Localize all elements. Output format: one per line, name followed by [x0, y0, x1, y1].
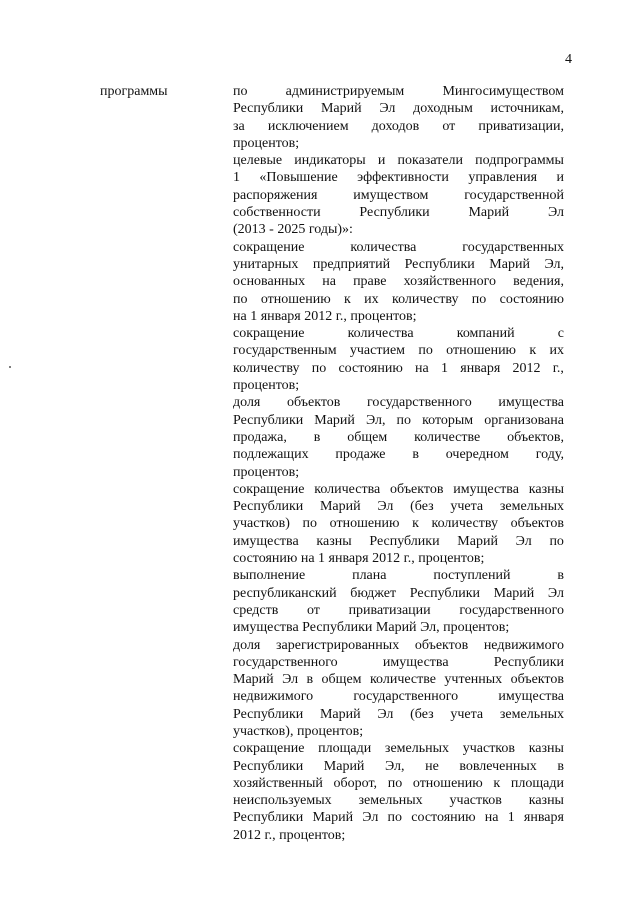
- text-line: имущества Республики Марий Эл, процентов;: [233, 620, 510, 636]
- text-line: процентов;: [233, 464, 300, 480]
- text-line: целевые индикаторы и показатели подпрограммы: [233, 153, 564, 169]
- text-line: Республики Марий Эл по состоянию на 1 января: [233, 810, 564, 826]
- page-number: 4: [565, 52, 572, 67]
- section-label: программы: [100, 84, 168, 99]
- text-line: сокращение количества государственных: [233, 239, 564, 255]
- document-body-text: [233, 83, 564, 844]
- text-line: имущества казны Республики Марий Эл по: [233, 533, 564, 549]
- text-line: 2012 г., процентов;: [233, 827, 346, 843]
- text-line: 1 «Повышение эффективности управления и: [233, 170, 564, 186]
- text-line: основанных на праве хозяйственного ведения,: [233, 274, 564, 290]
- text-line: государственного имущества Республики: [233, 654, 564, 670]
- text-line: недвижимого государственного имущества: [233, 689, 564, 705]
- text-line: государственным участием по отношению к их: [233, 343, 564, 359]
- text-line: по отношению к их количеству по состоянию: [233, 291, 564, 307]
- text-line: Республики Марий Эл, не вовлеченных в: [233, 758, 564, 774]
- text-line: Республики Марий Эл доходным источникам,: [233, 101, 564, 117]
- text-line: унитарных предприятий Республики Марий Эл,: [233, 256, 564, 272]
- text-line: Республики Марий Эл, по которым организована: [233, 412, 564, 428]
- text-line: Республики Марий Эл (без учета земельных: [233, 499, 564, 515]
- text-line: подлежащих продаже в очередном году,: [233, 447, 564, 463]
- text-line: количеству по состоянию на 1 января 2012 г.,: [233, 360, 564, 376]
- text-line: средств от приватизации государственного: [233, 602, 564, 618]
- text-line: сокращение площади земельных участков казны: [233, 741, 564, 757]
- text-line: неиспользуемых земельных участков казны: [233, 793, 564, 809]
- text-line: хозяйственный оборот, по отношению к площади: [233, 775, 564, 791]
- text-line: состоянию на 1 января 2012 г., процентов;: [233, 551, 485, 567]
- text-line: за исключением доходов от приватизации,: [233, 118, 564, 134]
- text-line: процентов;: [233, 135, 300, 151]
- text-line: доля зарегистрированных объектов недвижимого: [233, 637, 564, 653]
- text-line: участков) по отношению к количеству объектов: [233, 516, 564, 532]
- text-line: по администрируемым Мингосимуществом: [233, 84, 564, 99]
- text-line: республиканский бюджет Республики Марий Эл: [233, 585, 564, 601]
- text-line: Республики Марий Эл (без учета земельных: [233, 706, 564, 722]
- scan-speck: [9, 366, 11, 368]
- text-line: выполнение плана поступлений в: [233, 568, 564, 584]
- text-line: Марий Эл в общем количестве учтенных объектов: [233, 672, 564, 688]
- text-line: (2013 - 2025 годы)»:: [233, 222, 353, 238]
- text-line: собственности Республики Марий Эл: [233, 205, 564, 221]
- text-line: на 1 января 2012 г., процентов;: [233, 308, 417, 324]
- text-line: сокращение количества объектов имущества казны: [233, 481, 564, 497]
- text-line: доля объектов государственного имущества: [233, 395, 564, 411]
- text-line: участков), процентов;: [233, 723, 364, 739]
- text-line: распоряжения имуществом государственной: [233, 187, 564, 203]
- text-line: продажа, в общем количестве объектов,: [233, 429, 564, 445]
- text-line: сокращение количества компаний с: [233, 326, 564, 342]
- text-line: процентов;: [233, 378, 300, 394]
